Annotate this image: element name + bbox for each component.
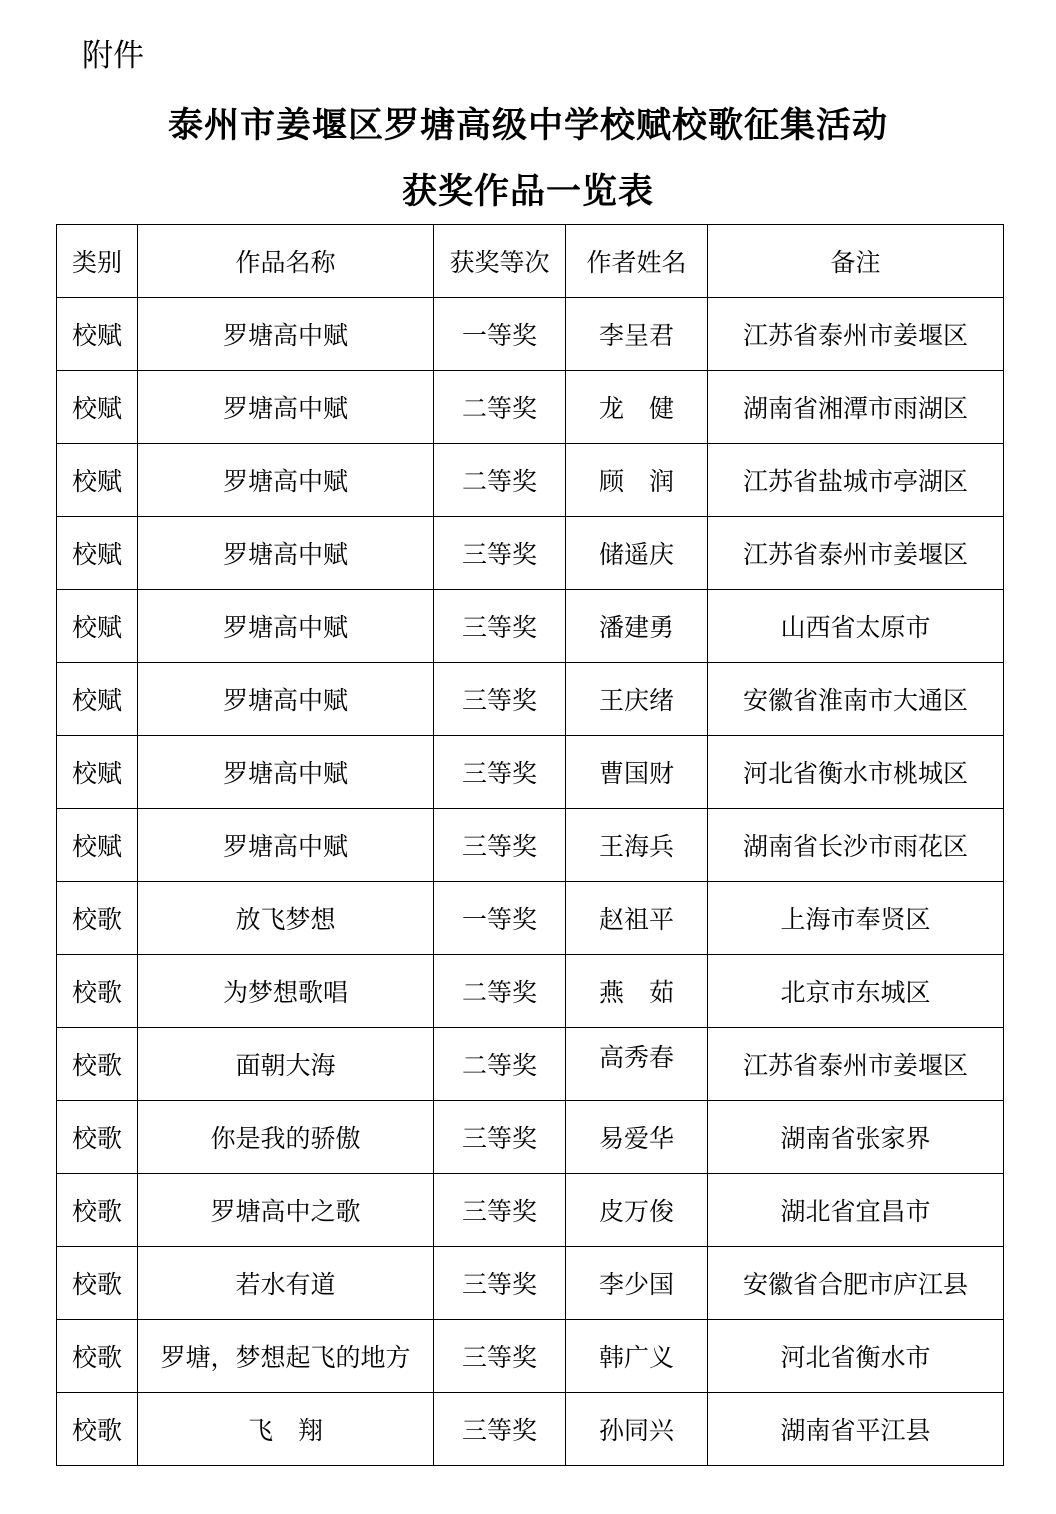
cell-author-name: 顾 润 [566,444,708,517]
page-title: 泰州市姜堰区罗塘高级中学校赋校歌征集活动 [167,106,888,146]
cell-work-title: 罗塘高中赋 [138,371,434,444]
table-row [57,1320,1004,1393]
attachment-label: 附件 [82,38,144,74]
cell-award-rank: 三等奖 [434,517,566,590]
cell-author-name: 赵祖平 [566,882,708,955]
cell-category: 校歌 [57,1320,138,1393]
cell-remarks: 湖南省平江县 [708,1393,1004,1466]
cell-award-rank: 二等奖 [434,444,566,517]
cell-category: 校赋 [57,371,138,444]
table-row [57,298,1004,371]
cell-category: 校歌 [57,955,138,1028]
table-header-row [57,225,1004,298]
cell-work-title: 罗塘高中赋 [138,298,434,371]
cell-author-name: 王海兵 [566,809,708,882]
cell-category: 校赋 [57,809,138,882]
cell-work-title: 罗塘高中赋 [138,736,434,809]
header-category: 类别 [57,225,138,298]
cell-remarks: 安徽省淮南市大通区 [708,663,1004,736]
cell-author-name: 孙同兴 [566,1393,708,1466]
cell-category: 校歌 [57,882,138,955]
cell-remarks: 上海市奉贤区 [708,882,1004,955]
cell-remarks: 湖南省湘潭市雨湖区 [708,371,1004,444]
cell-award-rank: 三等奖 [434,1320,566,1393]
cell-remarks: 北京市东城区 [708,955,1004,1028]
cell-category: 校歌 [57,1101,138,1174]
page-subtitle: 获奖作品一览表 [401,172,654,212]
table-row [57,371,1004,444]
table-row [57,955,1004,1028]
cell-category: 校赋 [57,298,138,371]
cell-author-name: 皮万俊 [566,1174,708,1247]
table-row [57,882,1004,955]
cell-remarks: 河北省衡水市桃城区 [708,736,1004,809]
cell-category: 校赋 [57,663,138,736]
cell-work-title: 放飞梦想 [138,882,434,955]
cell-work-title: 你是我的骄傲 [138,1101,434,1174]
cell-work-title: 飞 翔 [138,1393,434,1466]
cell-category: 校赋 [57,736,138,809]
cell-work-title: 罗塘，梦想起飞的地方 [138,1320,434,1393]
cell-category: 校赋 [57,590,138,663]
cell-award-rank: 二等奖 [434,371,566,444]
cell-remarks: 江苏省盐城市亭湖区 [708,444,1004,517]
cell-award-rank: 一等奖 [434,882,566,955]
cell-remarks: 山西省太原市 [708,590,1004,663]
table-row [57,736,1004,809]
cell-remarks: 河北省衡水市 [708,1320,1004,1393]
table-row [57,663,1004,736]
cell-award-rank: 三等奖 [434,590,566,663]
cell-author-name: 曹国财 [566,736,708,809]
cell-award-rank: 三等奖 [434,736,566,809]
cell-award-rank: 二等奖 [434,1028,566,1101]
cell-author-name: 高秀春 [566,1028,708,1101]
cell-award-rank: 三等奖 [434,1247,566,1320]
header-remarks: 备注 [708,225,1004,298]
cell-category: 校歌 [57,1393,138,1466]
cell-work-title: 面朝大海 [138,1028,434,1101]
cell-remarks: 湖南省张家界 [708,1101,1004,1174]
cell-work-title: 罗塘高中之歌 [138,1174,434,1247]
cell-work-title: 罗塘高中赋 [138,663,434,736]
cell-author-name: 储遥庆 [566,517,708,590]
cell-remarks: 湖北省宜昌市 [708,1174,1004,1247]
cell-category: 校赋 [57,517,138,590]
table-row [57,1101,1004,1174]
cell-author-name: 易爱华 [566,1101,708,1174]
table-row [57,444,1004,517]
cell-remarks: 江苏省泰州市姜堰区 [708,298,1004,371]
cell-work-title: 若水有道 [138,1247,434,1320]
cell-work-title: 为梦想歌唱 [138,955,434,1028]
cell-category: 校歌 [57,1247,138,1320]
header-author-name: 作者姓名 [566,225,708,298]
cell-category: 校歌 [57,1028,138,1101]
cell-award-rank: 三等奖 [434,1101,566,1174]
table-body [57,298,1004,1466]
cell-work-title: 罗塘高中赋 [138,444,434,517]
cell-work-title: 罗塘高中赋 [138,590,434,663]
cell-author-name: 燕 茹 [566,955,708,1028]
cell-remarks: 安徽省合肥市庐江县 [708,1247,1004,1320]
cell-author-name: 李少国 [566,1247,708,1320]
cell-category: 校赋 [57,444,138,517]
table-row [57,1174,1004,1247]
cell-author-name: 李呈君 [566,298,708,371]
cell-work-title: 罗塘高中赋 [138,517,434,590]
cell-award-rank: 三等奖 [434,1393,566,1466]
cell-award-rank: 三等奖 [434,809,566,882]
cell-category: 校歌 [57,1174,138,1247]
cell-award-rank: 二等奖 [434,955,566,1028]
cell-author-name: 潘建勇 [566,590,708,663]
cell-remarks: 湖南省长沙市雨花区 [708,809,1004,882]
header-work-title: 作品名称 [138,225,434,298]
table-row [57,1247,1004,1320]
awards-table [56,224,1004,1466]
cell-award-rank: 一等奖 [434,298,566,371]
cell-award-rank: 三等奖 [434,1174,566,1247]
table-row [57,1028,1004,1101]
cell-author-name: 王庆绪 [566,663,708,736]
cell-remarks: 江苏省泰州市姜堰区 [708,1028,1004,1101]
table-row [57,809,1004,882]
cell-award-rank: 三等奖 [434,663,566,736]
header-award-rank: 获奖等次 [434,225,566,298]
table-row [57,517,1004,590]
cell-work-title: 罗塘高中赋 [138,809,434,882]
cell-remarks: 江苏省泰州市姜堰区 [708,517,1004,590]
table-row [57,590,1004,663]
cell-author-name: 龙 健 [566,371,708,444]
cell-author-name: 韩广义 [566,1320,708,1393]
table-row [57,1393,1004,1466]
